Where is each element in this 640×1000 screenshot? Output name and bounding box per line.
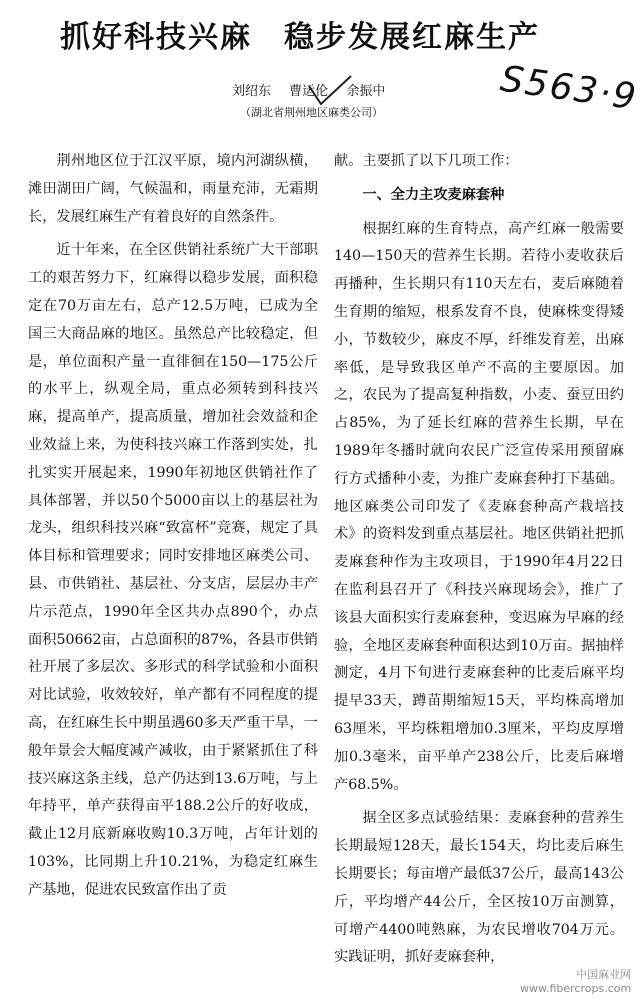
body-paragraph: 根据红麻的生育特点，高产红麻一般需要140—150天的营养生长期。若待小麦收获后再播种，生长期只有110天左右，麦后麻随着生育期的缩短，根系发育不良，使麻株变得矮小，节数较少，麻皮不厚，纤维发育差，出麻率低，是导致我区单产不高的主要原因。加之，农民为了提高复种指数，小麦、蚕豆田约占85%，为了延长红麻的营养生长期，早在1989年冬播时就向农民广泛宣传采用预留麻行方式播种小麦，为推广麦麻套种打下基础。地区麻类公司印发了《麦麻套种高产栽培技术》的资料发到重点基层社。地区供销社把抓麦麻套种作为主攻项目，于1990年4月22日在监利县召开了《科技兴麻现场会》，推广了该县大面积实行麦麻套种，变迟麻为早麻的经验，全地区麦麻套种面积达到10万亩。据抽样测定，4月下旬进行麦麻套种的比麦后麻平均提早33天，蹲苗期缩短15天，平均株高增加63厘米，平均株粗增加0.3厘米，平均皮厚增加0.3毫米，亩平单产238公斤，比麦后麻增产68.5%。	[334, 220, 624, 793]
watermark	[520, 968, 631, 996]
continuation-text: 献。主要抓了以下几项工作：	[334, 153, 519, 169]
author-line	[232, 80, 532, 99]
author-name: 余振中	[346, 84, 386, 99]
author-name: 曹运伦	[289, 84, 329, 99]
body-paragraph: 据全区多点试验结果：麦麻套种的营养生长期最短128天，最长154天，均比麦后麻生长期要长；每亩增产最低37公斤，最高143公斤，平均增产44公斤，全区按10万亩测算，可增产4400吨熟麻，为农民增收704万元。实践证明，抓好麦麻套种，	[334, 810, 624, 966]
author-name: 刘绍东	[232, 84, 272, 99]
article-title: 抓好科技兴麻 稳步发展红麻生产	[60, 20, 540, 55]
body-paragraph: 荆州地区位于江汉平原，境内河湖纵横，滩田湖田广阔，气候温和，雨量充沛，无霜期长，发展红麻生产有着良好的自然条件。	[28, 153, 318, 225]
watermark-url: www.fibercrops.com	[520, 982, 632, 995]
affiliation: （湖北省荆州地区麻类公司）	[240, 106, 383, 119]
handwritten-code: S563·9	[497, 58, 640, 119]
right-column	[334, 148, 624, 978]
body-paragraph: 近十年来，在全区供销社系统广大干部职工的艰苦努力下，红麻得以稳步发展，面积稳定在70万亩左右，总产12.5万吨，已成为全国三大商品麻的地区。虽然总产比较稳定，但是，单位面积产量一直徘徊在150—175公斤的水平上，纵观全局，重点必须转到科技兴麻，提高单产，提高质量，增加社会效益和企业效益上来，为使科技兴麻工作落到实处，扎扎实实开展起来，1990年初地区供销社作了具体部署，并以50个5000亩以上的基层社为龙头，组织科技兴麻“致富杯”竞赛，规定了具体目标和管理要求；同时安排地区麻类公司、县、市供销社、基层社、分支店，层层办丰产片示范点，1990年全区共办点890个，办点面积50662亩，占总面积的87%，各县市供销社开展了多层次、多形式的科学试验和小面积对比试验，收效较好，单产都有不同程度的提高，在红麻生长中期虽遇60多天严重干旱，一般年景会大幅度减产减收，由于紧紧抓住了科技兴麻这条主线，总产仍达到13.6万吨，与上年持平，单产获得亩平188.2公斤的好收成，截止12月底新麻收购10.3万吨，占年计划的103%，比同期上升10.21%，为稳定红麻生产基地，促进农民致富作出了贡	[28, 242, 318, 898]
watermark-site-name: 中国麻业网	[576, 968, 632, 981]
left-column	[28, 148, 318, 911]
section-heading: 一、全力主攻麦麻套种	[362, 186, 505, 203]
